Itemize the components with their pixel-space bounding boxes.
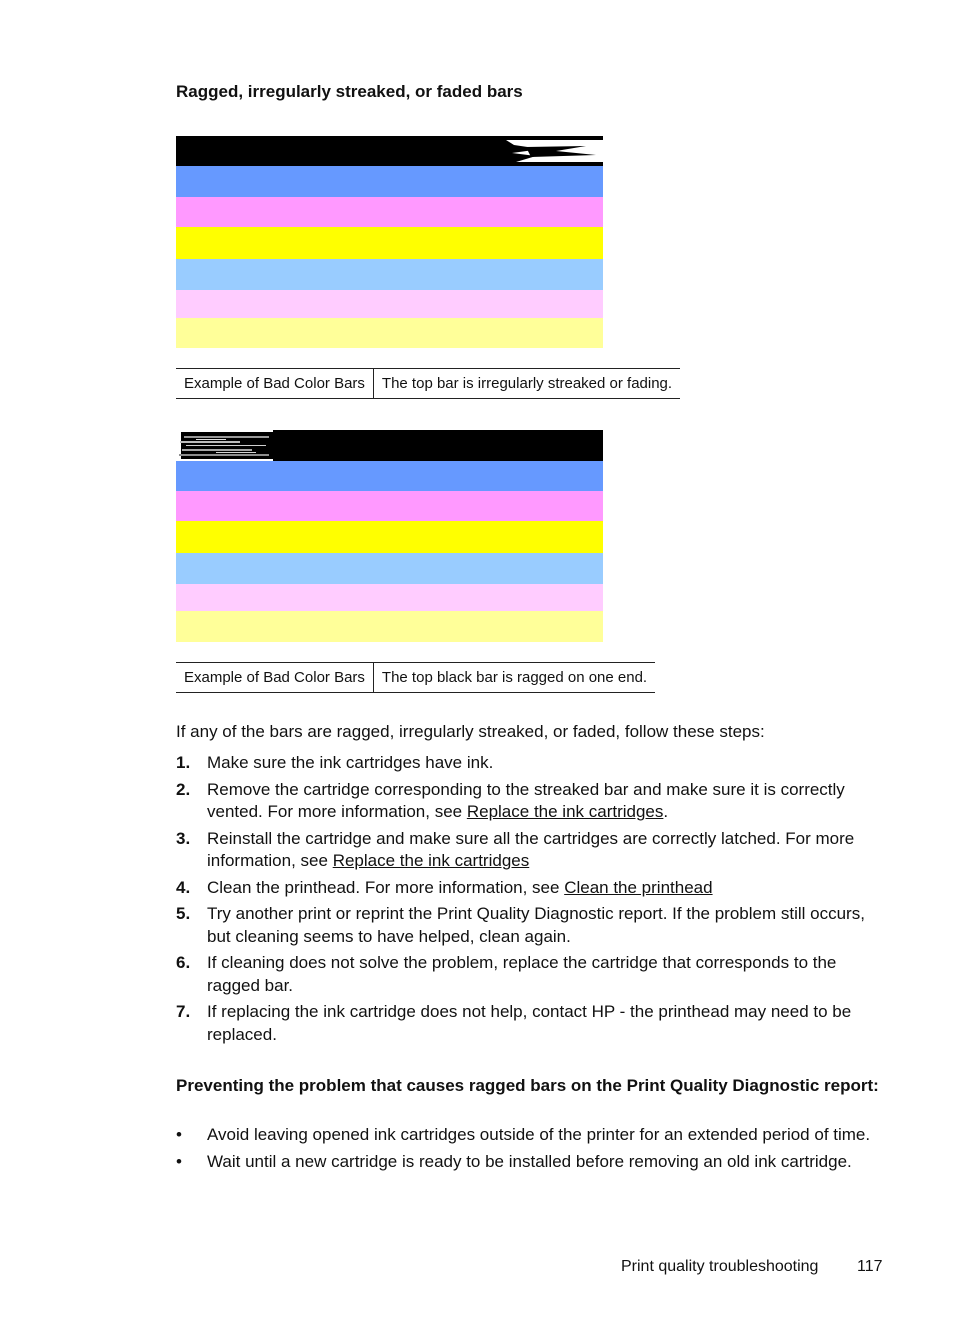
figure-caption-table [176, 368, 680, 399]
step-number: 6. [176, 953, 191, 972]
list-item [176, 903, 888, 948]
yellow-bar [176, 521, 603, 553]
step-text: If cleaning does not solve the problem, replace the cartridge that corresponds to the ragged bar. [207, 953, 837, 995]
list-item [176, 952, 888, 997]
tip-text: Wait until a new cartridge is ready to be installed before removing an old ink cartridge. [207, 1151, 852, 1171]
caption-label: Example of Bad Color Bars [184, 669, 365, 686]
bullet: • [176, 1151, 182, 1171]
step-text: Clean the printhead. For more information, see [207, 877, 565, 897]
list-item [176, 752, 888, 775]
color-bars-image [176, 430, 603, 642]
color-bars-image [176, 136, 603, 348]
caption-description: The top bar is irregularly streaked or fading. [373, 369, 680, 399]
bullet: • [176, 1125, 182, 1144]
step-text: If replacing the ink cartridge does not help, contact HP - the printhead may need to be replaced. [207, 1002, 852, 1044]
step-text: Try another print or reprint the Print Quality Diagnostic report. If the problem still occurs, but cleaning seems to have helped, clean again. [207, 904, 865, 946]
caption-description: The top black bar is ragged on one end. [373, 663, 655, 693]
tip-text: Avoid leaving opened ink cartridges outside of the printer for an extended period of time. [207, 1125, 871, 1144]
light-yellow-bar [176, 611, 603, 642]
list-item [176, 1001, 888, 1046]
magenta-bar [176, 491, 603, 521]
section-heading: Ragged, irregularly streaked, or faded bars [176, 82, 523, 101]
list-item [176, 828, 888, 873]
replace-cartridges-link[interactable]: Replace the ink cartridges [466, 802, 664, 821]
troubleshooting-steps [176, 752, 888, 1050]
blue-bar [176, 461, 603, 491]
figure-caption-table [176, 662, 655, 693]
step-text: Reinstall the cartridge and make sure all the cartridges are correctly latched. For more information, see [207, 828, 855, 870]
prevention-heading: Preventing the problem that causes ragged bars on the Print Quality Diagnostic report: [176, 1076, 879, 1095]
step-number: 5. [176, 904, 191, 923]
list-item [176, 877, 888, 900]
step-text: Remove the cartridge corresponding to the streaked bar and make sure it is correctly vented. For more information, see [207, 779, 845, 821]
table-row [176, 369, 680, 399]
list-item [176, 1124, 888, 1147]
step-number: 7. [176, 1002, 191, 1021]
step-number: 2. [176, 779, 191, 799]
yellow-bar [176, 227, 603, 259]
list-item [176, 1151, 888, 1174]
light-cyan-bar [176, 259, 603, 290]
step-number: 4. [176, 877, 191, 897]
step-number: 1. [176, 753, 191, 772]
table-row [176, 663, 655, 693]
footer-section-title: Print quality troubleshooting [621, 1258, 819, 1275]
blue-bar [176, 166, 603, 197]
step-text-after: . [663, 802, 669, 821]
color-bars-figure-streaked [176, 136, 603, 348]
light-cyan-bar [176, 553, 603, 584]
light-magenta-bar [176, 290, 603, 318]
caption-label: Example of Bad Color Bars [184, 375, 365, 392]
page-number: 117 [857, 1258, 883, 1275]
prevention-tips [176, 1124, 888, 1177]
step-text: Make sure the ink cartridges have ink. [207, 753, 494, 772]
light-yellow-bar [176, 318, 603, 348]
clean-printhead-link[interactable]: Clean the printhead [564, 877, 713, 897]
color-bars-figure-ragged [176, 430, 603, 642]
intro-paragraph: If any of the bars are ragged, irregularly streaked, or faded, follow these steps: [176, 722, 765, 741]
replace-cartridges-link[interactable]: Replace the ink cartridges [332, 851, 530, 870]
step-number: 3. [176, 828, 191, 848]
list-item [176, 779, 888, 824]
magenta-bar [176, 197, 603, 227]
light-magenta-bar [176, 584, 603, 611]
